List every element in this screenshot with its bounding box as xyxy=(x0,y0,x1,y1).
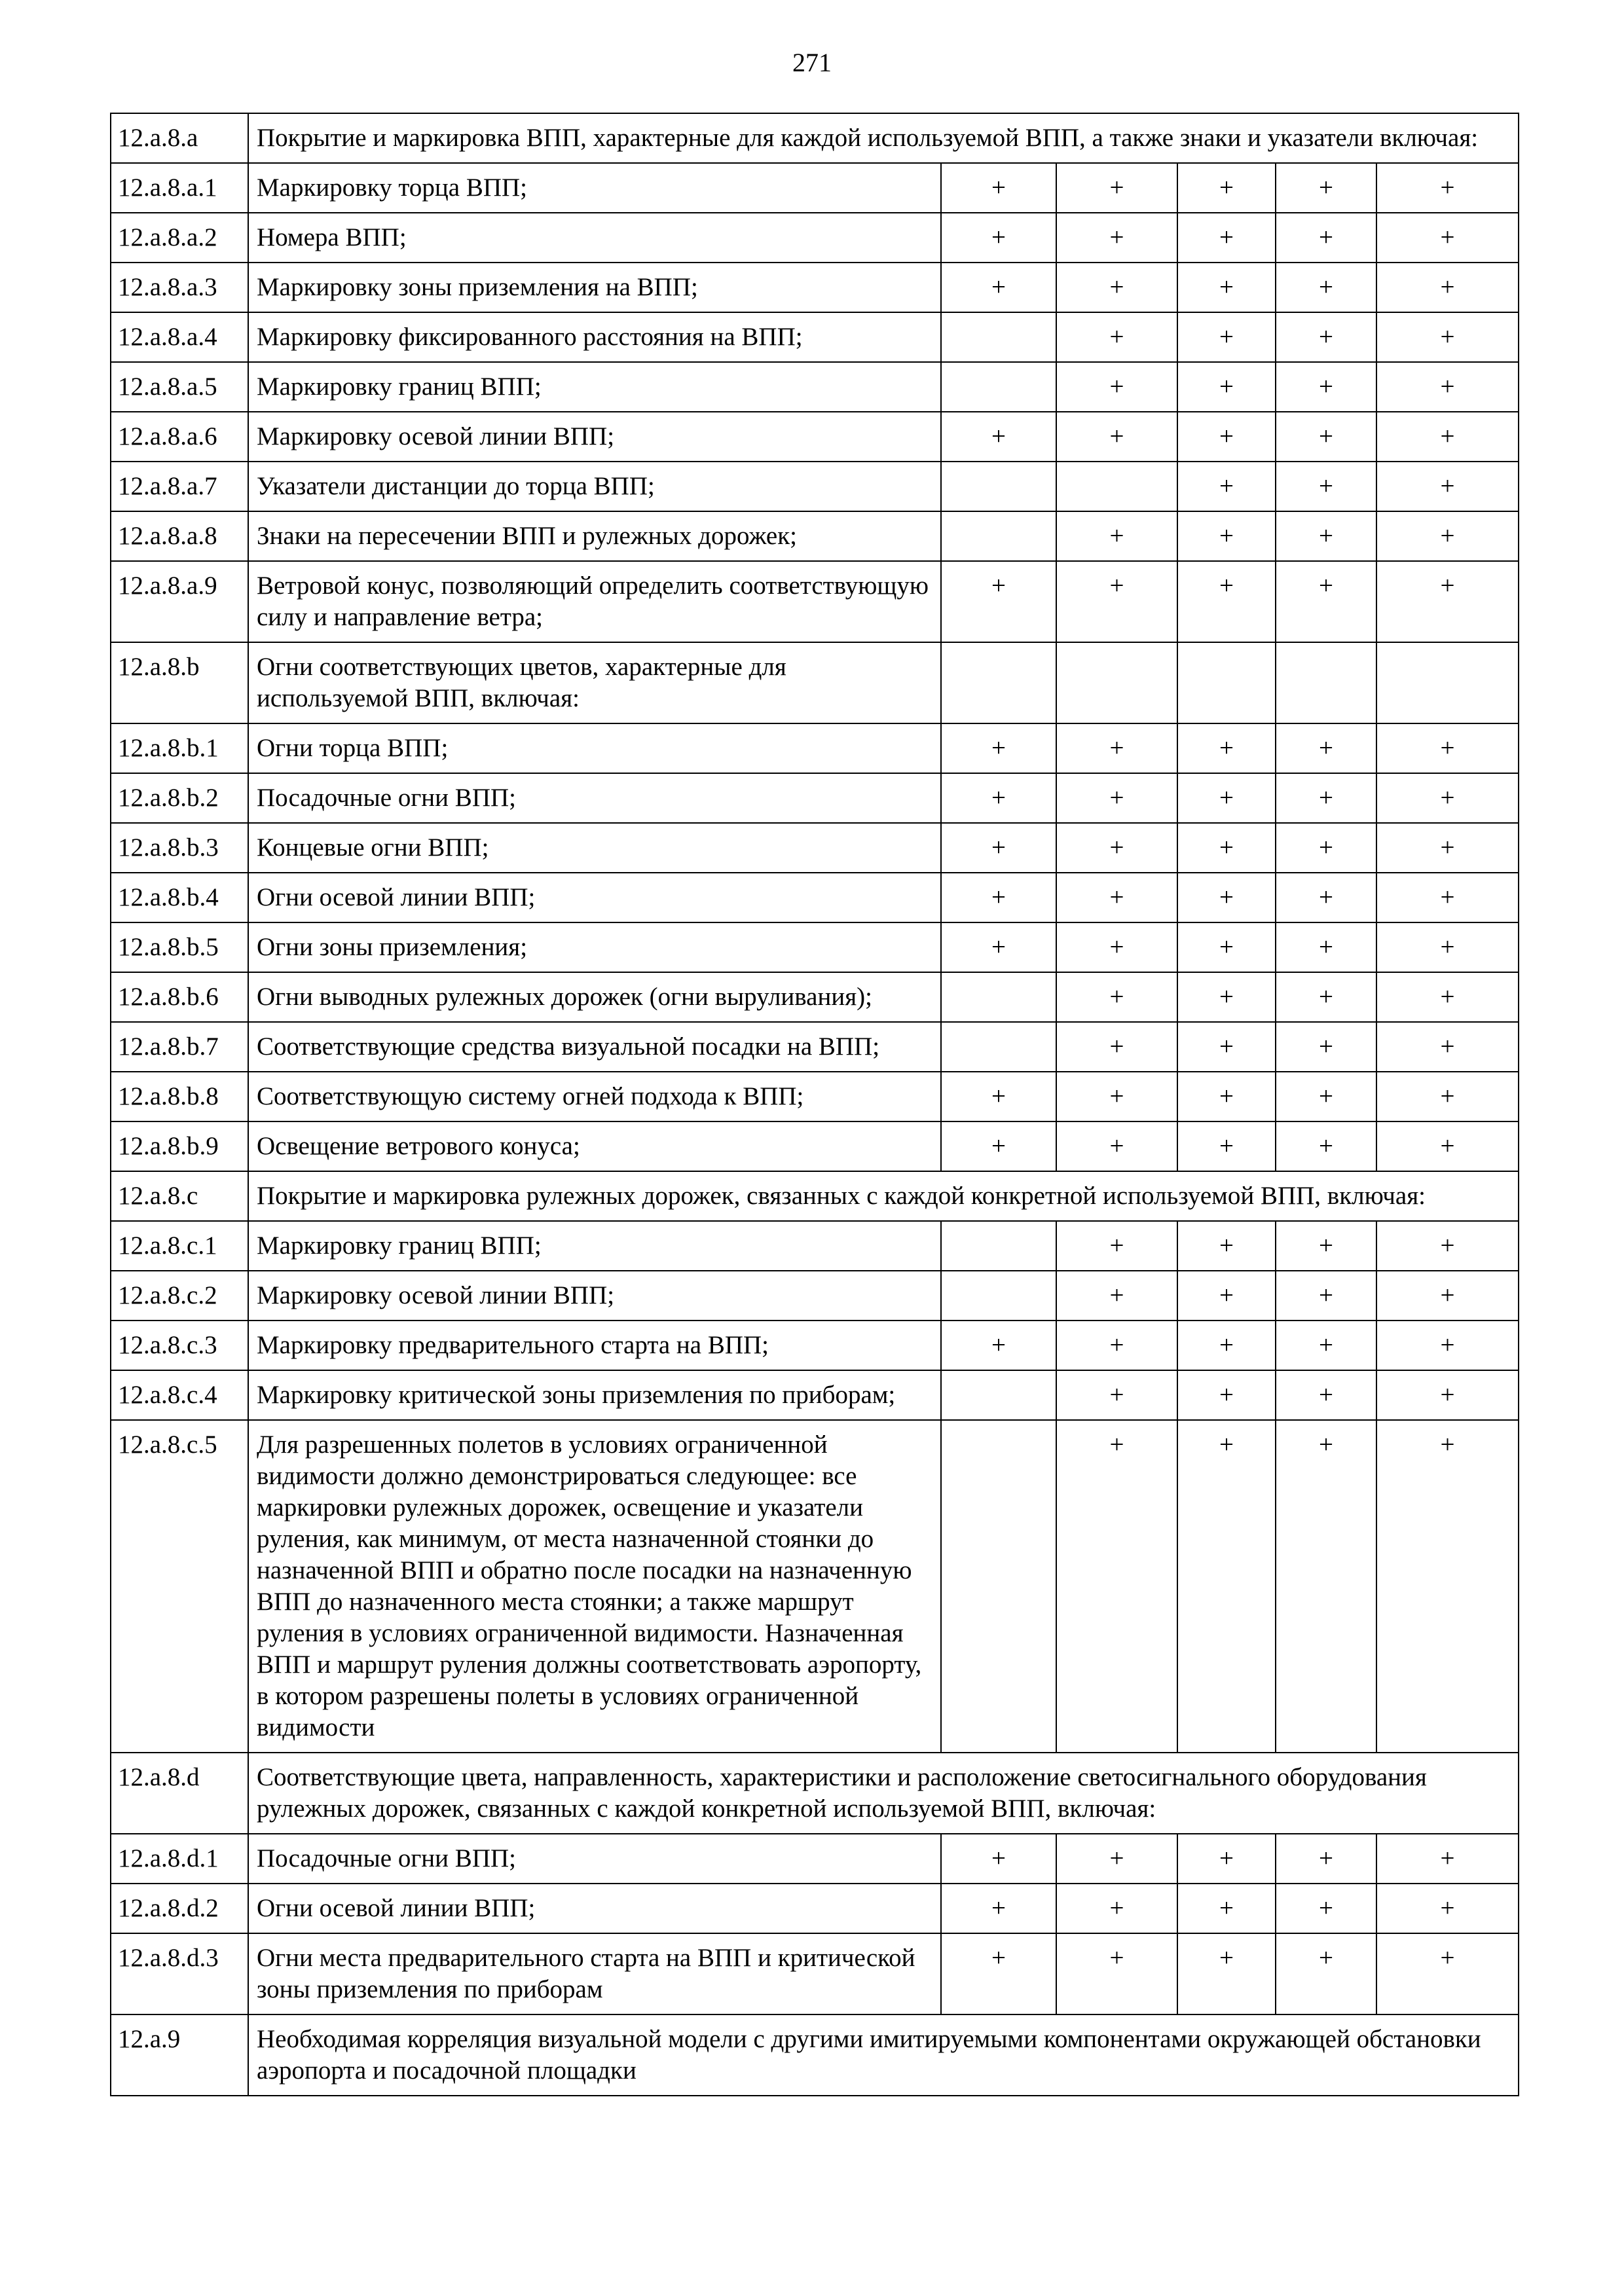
row-description: Огни выводных рулежных дорожек (огни выруливания); xyxy=(248,972,941,1022)
level-2-mark: + xyxy=(1056,1072,1177,1121)
row-code: 12.a.8.b.5 xyxy=(111,922,248,972)
level-5-mark: + xyxy=(1376,263,1519,312)
level-5-mark: + xyxy=(1376,1321,1519,1370)
row-code: 12.a.8.d.3 xyxy=(111,1933,248,2014)
row-code: 12.a.8.b.9 xyxy=(111,1121,248,1171)
row-code: 12.a.8.c.4 xyxy=(111,1370,248,1420)
row-code: 12.a.8.a.6 xyxy=(111,412,248,462)
level-4-mark: + xyxy=(1276,1072,1376,1121)
level-4-mark: + xyxy=(1276,511,1376,561)
row-description: Маркировку границ ВПП; xyxy=(248,1221,941,1271)
level-4-mark: + xyxy=(1276,922,1376,972)
row-code: 12.a.8.a xyxy=(111,113,248,163)
row-code: 12.a.8.b.3 xyxy=(111,823,248,873)
level-5-mark: + xyxy=(1376,1933,1519,2014)
row-code: 12.a.8.b.4 xyxy=(111,873,248,922)
level-4-mark: + xyxy=(1276,1321,1376,1370)
level-5-mark xyxy=(1376,642,1519,723)
level-5-mark: + xyxy=(1376,412,1519,462)
row-code: 12.a.8.d.2 xyxy=(111,1884,248,1933)
level-3-mark: + xyxy=(1177,263,1276,312)
level-1-mark xyxy=(941,362,1056,412)
table-row xyxy=(111,642,1519,723)
row-description: Концевые огни ВПП; xyxy=(248,823,941,873)
level-1-mark xyxy=(941,312,1056,362)
table-row xyxy=(111,723,1519,773)
level-1-mark: + xyxy=(941,561,1056,642)
level-5-mark: + xyxy=(1376,1221,1519,1271)
level-1-mark: + xyxy=(941,1121,1056,1171)
level-2-mark: + xyxy=(1056,511,1177,561)
row-code: 12.a.8.a.3 xyxy=(111,263,248,312)
level-3-mark: + xyxy=(1177,1121,1276,1171)
level-4-mark: + xyxy=(1276,972,1376,1022)
level-2-mark: + xyxy=(1056,1370,1177,1420)
row-description: Маркировку зоны приземления на ВПП; xyxy=(248,263,941,312)
level-4-mark: + xyxy=(1276,362,1376,412)
level-2-mark: + xyxy=(1056,362,1177,412)
row-code: 12.a.8.c xyxy=(111,1171,248,1221)
table-row xyxy=(111,312,1519,362)
level-1-mark xyxy=(941,1420,1056,1753)
row-description: Ветровой конус, позволяющий определить соответствующую силу и направление ветра; xyxy=(248,561,941,642)
level-3-mark: + xyxy=(1177,972,1276,1022)
level-3-mark: + xyxy=(1177,312,1276,362)
row-code: 12.a.8.c.5 xyxy=(111,1420,248,1753)
level-1-mark: + xyxy=(941,1933,1056,2014)
row-description: Соответствующие средства визуальной посадки на ВПП; xyxy=(248,1022,941,1072)
row-code: 12.a.8.a.2 xyxy=(111,213,248,263)
level-2-mark: + xyxy=(1056,1022,1177,1072)
level-3-mark: + xyxy=(1177,561,1276,642)
level-2-mark: + xyxy=(1056,1321,1177,1370)
level-1-mark xyxy=(941,642,1056,723)
table-row xyxy=(111,412,1519,462)
level-5-mark: + xyxy=(1376,773,1519,823)
level-2-mark: + xyxy=(1056,263,1177,312)
level-2-mark xyxy=(1056,642,1177,723)
level-2-mark: + xyxy=(1056,312,1177,362)
level-4-mark: + xyxy=(1276,163,1376,213)
level-5-mark: + xyxy=(1376,1884,1519,1933)
row-description: Соответствующие цвета, направленность, характеристики и расположение светосигнального оборудования рулежных дорожек, связанных с каждой конкретной используемой ВПП, включая: xyxy=(248,1753,1519,1834)
level-3-mark: + xyxy=(1177,1370,1276,1420)
level-2-mark: + xyxy=(1056,873,1177,922)
row-code: 12.a.8.b.1 xyxy=(111,723,248,773)
row-code: 12.a.8.b.2 xyxy=(111,773,248,823)
table-row xyxy=(111,1370,1519,1420)
level-5-mark: + xyxy=(1376,1370,1519,1420)
level-3-mark: + xyxy=(1177,873,1276,922)
level-2-mark: + xyxy=(1056,1834,1177,1884)
level-3-mark: + xyxy=(1177,362,1276,412)
level-1-mark: + xyxy=(941,1834,1056,1884)
table-row xyxy=(111,1884,1519,1933)
level-2-mark: + xyxy=(1056,823,1177,873)
level-4-mark: + xyxy=(1276,1933,1376,2014)
level-3-mark: + xyxy=(1177,1834,1276,1884)
row-description: Посадочные огни ВПП; xyxy=(248,773,941,823)
row-code: 12.a.8.c.3 xyxy=(111,1321,248,1370)
level-2-mark: + xyxy=(1056,1271,1177,1321)
row-code: 12.a.8.a.9 xyxy=(111,561,248,642)
level-1-mark: + xyxy=(941,213,1056,263)
level-3-mark: + xyxy=(1177,922,1276,972)
level-5-mark: + xyxy=(1376,1121,1519,1171)
level-3-mark: + xyxy=(1177,213,1276,263)
row-description: Маркировку торца ВПП; xyxy=(248,163,941,213)
table-row xyxy=(111,922,1519,972)
level-2-mark: + xyxy=(1056,1121,1177,1171)
row-code: 12.a.8.c.2 xyxy=(111,1271,248,1321)
level-5-mark: + xyxy=(1376,1834,1519,1884)
level-1-mark: + xyxy=(941,1321,1056,1370)
level-4-mark: + xyxy=(1276,1121,1376,1171)
level-3-mark: + xyxy=(1177,511,1276,561)
row-code: 12.a.9 xyxy=(111,2014,248,2096)
row-description: Маркировку осевой линии ВПП; xyxy=(248,412,941,462)
page-number: 271 xyxy=(792,48,832,77)
table-row xyxy=(111,462,1519,511)
table-row xyxy=(111,1933,1519,2014)
level-3-mark: + xyxy=(1177,163,1276,213)
table-row xyxy=(111,823,1519,873)
row-description: Для разрешенных полетов в условиях ограниченной видимости должно демонстрироваться следующее: все маркировки рулежных дорожек, освещение и указатели руления, как минимум, от места назначенной стоянки до назначенной ВПП и обратно после посадки на назначенную ВПП до назначенного места стоянки; а также маршрут руления в условиях ограниченной видимости. Назначенная ВПП и маршрут руления должны соответствовать аэропорту, в котором разрешены полеты в условиях ограниченной видимости xyxy=(248,1420,941,1753)
level-4-mark: + xyxy=(1276,561,1376,642)
level-1-mark xyxy=(941,1221,1056,1271)
level-4-mark: + xyxy=(1276,1022,1376,1072)
row-description: Номера ВПП; xyxy=(248,213,941,263)
level-4-mark: + xyxy=(1276,723,1376,773)
table-row xyxy=(111,1072,1519,1121)
level-5-mark: + xyxy=(1376,1420,1519,1753)
level-2-mark: + xyxy=(1056,723,1177,773)
level-1-mark: + xyxy=(941,773,1056,823)
level-3-mark: + xyxy=(1177,1221,1276,1271)
table-section-row xyxy=(111,113,1519,163)
level-2-mark: + xyxy=(1056,213,1177,263)
level-3-mark: + xyxy=(1177,773,1276,823)
level-5-mark: + xyxy=(1376,723,1519,773)
row-description: Маркировку границ ВПП; xyxy=(248,362,941,412)
level-1-mark xyxy=(941,1022,1056,1072)
row-code: 12.a.8.b.7 xyxy=(111,1022,248,1072)
table-section-row xyxy=(111,1171,1519,1221)
level-3-mark: + xyxy=(1177,1321,1276,1370)
row-description: Огни осевой линии ВПП; xyxy=(248,1884,941,1933)
table-row xyxy=(111,163,1519,213)
level-3-mark: + xyxy=(1177,1271,1276,1321)
level-5-mark: + xyxy=(1376,1271,1519,1321)
level-5-mark: + xyxy=(1376,462,1519,511)
level-3-mark: + xyxy=(1177,1022,1276,1072)
level-4-mark: + xyxy=(1276,312,1376,362)
row-code: 12.a.8.d.1 xyxy=(111,1834,248,1884)
row-code: 12.a.8.a.1 xyxy=(111,163,248,213)
level-5-mark: + xyxy=(1376,362,1519,412)
table-row xyxy=(111,972,1519,1022)
row-code: 12.a.8.a.4 xyxy=(111,312,248,362)
level-5-mark: + xyxy=(1376,1022,1519,1072)
level-1-mark: + xyxy=(941,163,1056,213)
level-2-mark: + xyxy=(1056,1933,1177,2014)
table-row xyxy=(111,213,1519,263)
level-2-mark: + xyxy=(1056,1221,1177,1271)
row-description: Знаки на пересечении ВПП и рулежных дорожек; xyxy=(248,511,941,561)
level-5-mark: + xyxy=(1376,312,1519,362)
row-description: Маркировку критической зоны приземления по приборам; xyxy=(248,1370,941,1420)
level-5-mark: + xyxy=(1376,922,1519,972)
level-5-mark: + xyxy=(1376,213,1519,263)
row-description: Покрытие и маркировка рулежных дорожек, связанных с каждой конкретной используемой ВПП, включая: xyxy=(248,1171,1519,1221)
level-3-mark: + xyxy=(1177,823,1276,873)
level-4-mark: + xyxy=(1276,1370,1376,1420)
level-4-mark xyxy=(1276,642,1376,723)
row-description: Огни соответствующих цветов, характерные для используемой ВПП, включая: xyxy=(248,642,941,723)
level-1-mark: + xyxy=(941,263,1056,312)
level-4-mark: + xyxy=(1276,823,1376,873)
level-4-mark: + xyxy=(1276,1834,1376,1884)
level-1-mark xyxy=(941,511,1056,561)
level-5-mark: + xyxy=(1376,823,1519,873)
level-2-mark: + xyxy=(1056,1884,1177,1933)
level-3-mark: + xyxy=(1177,462,1276,511)
level-5-mark: + xyxy=(1376,163,1519,213)
level-4-mark: + xyxy=(1276,412,1376,462)
table-body xyxy=(111,113,1519,2096)
level-3-mark xyxy=(1177,642,1276,723)
level-4-mark: + xyxy=(1276,773,1376,823)
table-row xyxy=(111,1121,1519,1171)
level-2-mark: + xyxy=(1056,773,1177,823)
level-1-mark: + xyxy=(941,922,1056,972)
table-row xyxy=(111,263,1519,312)
row-code: 12.a.8.a.8 xyxy=(111,511,248,561)
row-description: Освещение ветрового конуса; xyxy=(248,1121,941,1171)
level-2-mark: + xyxy=(1056,412,1177,462)
level-5-mark: + xyxy=(1376,561,1519,642)
level-1-mark: + xyxy=(941,412,1056,462)
row-description: Маркировку предварительного старта на ВПП; xyxy=(248,1321,941,1370)
level-4-mark: + xyxy=(1276,1271,1376,1321)
table-row xyxy=(111,1321,1519,1370)
row-description: Огни места предварительного старта на ВПП и критической зоны приземления по приборам xyxy=(248,1933,941,2014)
level-3-mark: + xyxy=(1177,412,1276,462)
level-3-mark: + xyxy=(1177,1884,1276,1933)
level-4-mark: + xyxy=(1276,263,1376,312)
level-5-mark: + xyxy=(1376,972,1519,1022)
level-2-mark: + xyxy=(1056,922,1177,972)
table-section-row xyxy=(111,2014,1519,2096)
row-code: 12.a.8.b.6 xyxy=(111,972,248,1022)
level-4-mark: + xyxy=(1276,1221,1376,1271)
level-1-mark: + xyxy=(941,1072,1056,1121)
level-1-mark xyxy=(941,1370,1056,1420)
table-row xyxy=(111,1420,1519,1753)
row-code: 12.a.8.d xyxy=(111,1753,248,1834)
row-description: Маркировку осевой линии ВПП; xyxy=(248,1271,941,1321)
level-1-mark: + xyxy=(941,723,1056,773)
table-row xyxy=(111,1022,1519,1072)
level-2-mark: + xyxy=(1056,163,1177,213)
table-row xyxy=(111,1271,1519,1321)
table-row xyxy=(111,362,1519,412)
level-2-mark: + xyxy=(1056,1420,1177,1753)
level-1-mark: + xyxy=(941,873,1056,922)
row-code: 12.a.8.a.7 xyxy=(111,462,248,511)
table-row xyxy=(111,1834,1519,1884)
level-3-mark: + xyxy=(1177,1072,1276,1121)
level-4-mark: + xyxy=(1276,213,1376,263)
row-description: Указатели дистанции до торца ВПП; xyxy=(248,462,941,511)
table-row xyxy=(111,1221,1519,1271)
row-description: Соответствующую систему огней подхода к ВПП; xyxy=(248,1072,941,1121)
table-section-row xyxy=(111,1753,1519,1834)
requirements-table xyxy=(110,113,1519,2096)
level-4-mark: + xyxy=(1276,1884,1376,1933)
table-row xyxy=(111,511,1519,561)
level-1-mark xyxy=(941,972,1056,1022)
row-description: Посадочные огни ВПП; xyxy=(248,1834,941,1884)
level-4-mark: + xyxy=(1276,462,1376,511)
row-description: Покрытие и маркировка ВПП, характерные для каждой используемой ВПП, а также знаки и указатели включая: xyxy=(248,113,1519,163)
table-row xyxy=(111,773,1519,823)
level-5-mark: + xyxy=(1376,873,1519,922)
row-code: 12.a.8.c.1 xyxy=(111,1221,248,1271)
level-2-mark: + xyxy=(1056,972,1177,1022)
row-code: 12.a.8.b.8 xyxy=(111,1072,248,1121)
row-description: Огни торца ВПП; xyxy=(248,723,941,773)
row-code: 12.a.8.b xyxy=(111,642,248,723)
row-code: 12.a.8.a.5 xyxy=(111,362,248,412)
row-description: Огни зоны приземления; xyxy=(248,922,941,972)
row-description: Огни осевой линии ВПП; xyxy=(248,873,941,922)
level-5-mark: + xyxy=(1376,511,1519,561)
level-3-mark: + xyxy=(1177,1933,1276,2014)
level-4-mark: + xyxy=(1276,873,1376,922)
level-3-mark: + xyxy=(1177,1420,1276,1753)
level-2-mark xyxy=(1056,462,1177,511)
level-2-mark: + xyxy=(1056,561,1177,642)
level-1-mark xyxy=(941,462,1056,511)
level-1-mark xyxy=(941,1271,1056,1321)
level-4-mark: + xyxy=(1276,1420,1376,1753)
level-5-mark: + xyxy=(1376,1072,1519,1121)
row-description: Маркировку фиксированного расстояния на ВПП; xyxy=(248,312,941,362)
level-3-mark: + xyxy=(1177,723,1276,773)
level-1-mark: + xyxy=(941,823,1056,873)
row-description: Необходимая корреляция визуальной модели с другими имитируемыми компонентами окружающей обстановки аэропорта и посадочной площадки xyxy=(248,2014,1519,2096)
table-row xyxy=(111,561,1519,642)
level-1-mark: + xyxy=(941,1884,1056,1933)
table-row xyxy=(111,873,1519,922)
